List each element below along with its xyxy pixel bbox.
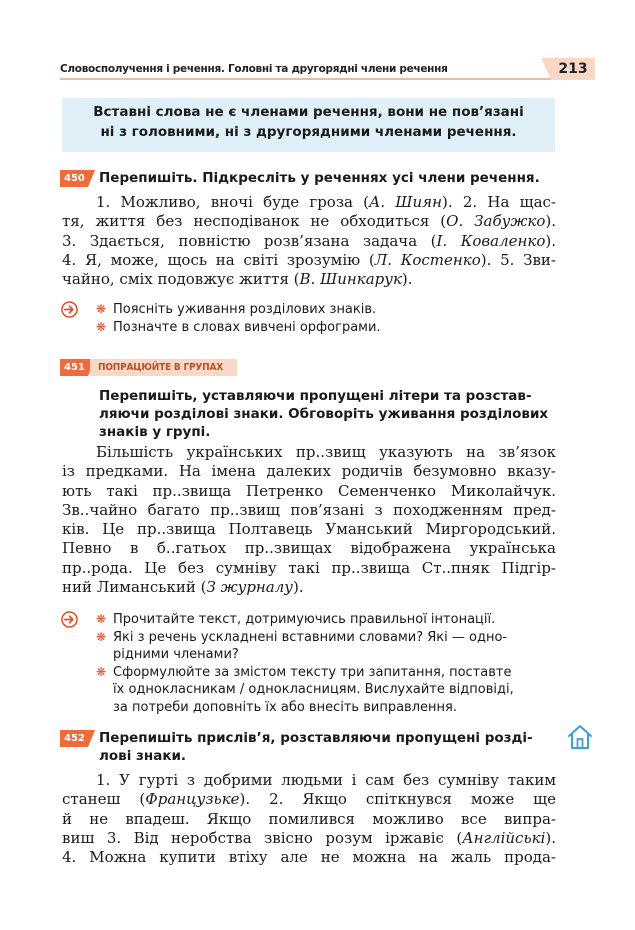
task-number-450: 450 bbox=[60, 170, 88, 187]
text-line: й не впадеш. Якщо помилився можливо все випра- bbox=[62, 809, 556, 828]
text-line: Зв..чайно багато пр..звищ пов’язані з походженням пред- bbox=[62, 500, 556, 519]
task-heading-line: Перепишіть, уставляючи пропущені літери та розстав- bbox=[99, 388, 532, 404]
task-text-451 bbox=[62, 443, 556, 597]
task-451-questions bbox=[96, 611, 556, 716]
text-line: Певно в б..гатьох пр..звищах відображена українська bbox=[62, 539, 556, 558]
arrow-circle-icon bbox=[61, 611, 78, 628]
task-text-452 bbox=[62, 771, 556, 867]
text-line: 3. Здається, повністю розв’язана задача (І. Коваленко). bbox=[62, 231, 556, 250]
text-line: 4. Можна купити втіху але не можна на жаль прода- bbox=[62, 848, 556, 867]
task-heading-line: знаків у групі. bbox=[99, 424, 211, 440]
text-line: Більшість українських пр..звищ указують на зв’язок bbox=[96, 443, 556, 461]
task-number-451: 451 bbox=[60, 359, 88, 376]
rule-line: ні з головними, ні з другорядними членами речення. bbox=[100, 124, 517, 140]
task-heading-450 bbox=[99, 169, 555, 187]
rule-box bbox=[62, 98, 555, 152]
task-heading-line: Перепишіть прислів’я, розставляючи пропущені розді- bbox=[99, 730, 533, 746]
task-heading-line: лові знаки. bbox=[99, 748, 187, 764]
task-number-452: 452 bbox=[60, 730, 88, 747]
question-item: ❋ Сформулюйте за змістом тексту три запитання, поставте їх однокласникам / однокласницям. Вислухайте відповіді, за потреби доповніть їх або внесіть виправлення. bbox=[96, 664, 514, 715]
running-title: Словосполучення і речення. Головні та другорядні члени речення bbox=[60, 63, 448, 75]
text-line: із предками. На імена далеких родичів безумовно вказу- bbox=[62, 462, 556, 481]
text-line: ють такі пр..звища Петренко Семенченко Миколайчук. bbox=[62, 481, 556, 500]
text-line: 1. Можливо, вночі буде гроза (А. Шиян). 2. На щас- bbox=[96, 193, 556, 211]
task-heading-line: ляючи розділові знаки. Обговоріть уживання розділових bbox=[99, 406, 549, 422]
text-line: пр..рода. Це без сумніву такі пр..звища Ст..пняк Підгір- bbox=[62, 558, 556, 577]
text-line: станеш (Французьке). 2. Якщо спіткнувся може ще bbox=[62, 790, 556, 809]
question-item: ❋ Поясніть уживання розділових знаків. bbox=[96, 302, 377, 317]
text-line: тя, життя без несподіванок не обходиться (О. Забужко). bbox=[62, 212, 556, 231]
question-item: ❋ Прочитайте текст, дотримуючись правильної інтонації. bbox=[96, 612, 496, 627]
asterisk-icon: ❋ bbox=[96, 302, 107, 316]
task-heading-text: Перепишіть. Підкресліть у реченнях усі члени речення. bbox=[99, 170, 540, 186]
text-line: 4. Я, може, щось на світі зрозумію (Л. Костенко). 5. Зви- bbox=[62, 250, 556, 269]
task-450-questions bbox=[96, 301, 556, 336]
page-header bbox=[60, 60, 595, 80]
asterisk-icon: ❋ bbox=[96, 612, 107, 626]
text-line: ків. Це пр..звища Полтавець Уманський Миргородський. bbox=[62, 520, 556, 539]
question-item: ❋ Позначте в словах вивчені орфограми. bbox=[96, 319, 381, 335]
page-number: 213 bbox=[551, 58, 595, 80]
asterisk-icon: ❋ bbox=[96, 664, 107, 679]
asterisk-icon: ❋ bbox=[96, 319, 107, 334]
task-heading-451 bbox=[99, 387, 555, 441]
text-line: ний Лиманський (З журналу). bbox=[62, 578, 304, 597]
text-line: 1. У гурті з добрими людьми і сам без сумніву таким bbox=[96, 771, 556, 789]
text-line: чайно, сміх подовжує життя (В. Шинкарук). bbox=[62, 270, 413, 289]
asterisk-icon: ❋ bbox=[96, 629, 107, 644]
group-work-label: ПОПРАЦЮЙТЕ В ГРУПАХ bbox=[90, 359, 237, 376]
task-text-450 bbox=[62, 193, 556, 289]
home-icon[interactable] bbox=[566, 723, 594, 751]
task-heading-452 bbox=[99, 729, 555, 765]
question-item: ❋ Які з речень ускладнені вставними словами? Які — одно- рідними членами? bbox=[96, 629, 508, 662]
header-divider bbox=[60, 78, 555, 80]
arrow-circle-icon bbox=[61, 301, 78, 318]
rule-line: Вставні слова не є членами речення, вони не пов’язані bbox=[93, 104, 524, 120]
text-line: виш 3. Від неробства звісно розум іржавіє (Англійські). bbox=[62, 828, 556, 847]
